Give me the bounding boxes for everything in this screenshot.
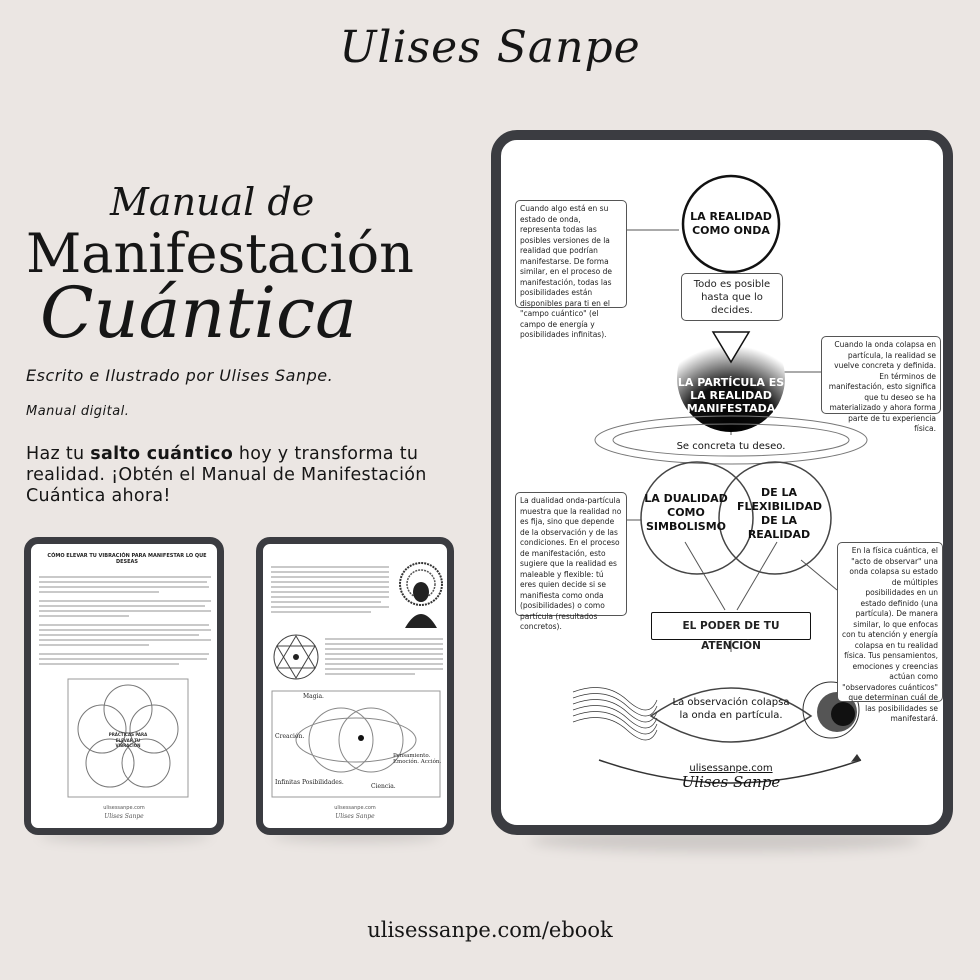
- title-line-3: Cuántica: [40, 272, 357, 354]
- attention-box: EL PODER DE TU ATENCIÓN: [651, 612, 811, 640]
- title-line-2: Manifestación: [26, 222, 414, 285]
- ellipse-label: Se concreta tu deseo.: [676, 441, 786, 452]
- format-label: Manual digital.: [26, 404, 130, 419]
- tablet-page-right: [491, 130, 953, 835]
- tablet-page-middle: [256, 537, 454, 835]
- orbit-label-science: Ciencia.: [371, 783, 396, 790]
- cta-after: hoy y transforma tu realidad. ¡Obtén el Manual de Manifestación Cuántica ahora!: [26, 444, 427, 506]
- eye-label: La observación colapsa la onda en partícula.: [672, 697, 790, 721]
- figure-illustration: [397, 562, 445, 630]
- call-to-action: [26, 444, 446, 507]
- duality-circle-label: LA DUALIDAD COMO SIMBOLISMO: [644, 492, 728, 533]
- right-page-signature: Ulises Sanpe: [681, 773, 781, 791]
- title-line-1: Manual de: [110, 180, 315, 224]
- orbit-label-possibilities: Infinitas Posibilidades.: [275, 779, 344, 786]
- observer-description-box: En la física cuántica, el "acto de observar" una onda colapsa su estado de múltiples posibilidades en un estado definido (una partícula). De manera similar, lo que enfocas con tu atención y energía colapsa en tu realidad física. Tus pensamientos, emociones y creencias actúan como "observadores cuánticos" que determinan cuál de las posibilidades se manifestará.: [837, 542, 943, 702]
- brand-signature: Ulises Sanpe: [339, 22, 641, 73]
- cta-before: Haz tu: [26, 444, 91, 464]
- footer-url-link[interactable]: ulisessanpe.com/ebook: [367, 918, 613, 942]
- orbit-label-thought: Pensamiento. Emoción. Acción.: [393, 753, 442, 765]
- right-page-footer-url: ulisessanpe.com: [689, 763, 773, 774]
- page-footer: ulisessanpe.com: [103, 805, 145, 811]
- geometry-icon: [271, 632, 321, 682]
- page-signature: Ulises Sanpe: [104, 813, 144, 820]
- possible-box: Todo es posible hasta que lo decides.: [681, 273, 783, 321]
- tablet-page-left: [24, 537, 224, 835]
- orbit-label-creation: Creación.: [275, 733, 305, 740]
- duality-description-box: La dualidad onda-partícula muestra que la realidad no es fija, sino que depende de la observación y de las condiciones. En el proceso de manifestación, esto sugiere que la realidad es maleable y flexible: tú eres quien decide si se manifiesta como onda (posibilidades) o como partícula (resultados concretos).: [515, 492, 627, 616]
- author-byline: Escrito e Ilustrado por Ulises Sanpe.: [26, 366, 334, 385]
- collapse-description-box: Cuando la onda colapsa en partícula, la realidad se vuelve concreta y definida. En términos de manifestación, esto significa que tu deseo se ha materializado y ahora forma parte de tu experiencia física.: [821, 336, 941, 414]
- diagram-center-label: PRÁCTICAS PARA ELEVAR TU VIBRACIÓN: [108, 732, 148, 748]
- wave-circle-label: LA REALIDAD COMO ONDA: [690, 210, 772, 237]
- particle-circle-label: LA PARTÍCULA ES LA REALIDAD MANIFESTADA: [677, 376, 785, 415]
- orbit-label-magic: Magia.: [303, 693, 324, 700]
- page-signature: Ulises Sanpe: [335, 813, 375, 820]
- wave-description-box: Cuando algo está en su estado de onda, representa todas las posibles versiones de la realidad que podrían manifestarse. De forma similar, en el proceso de manifestación, todas las posibilidades están disponibles para ti en el "campo cuántico" (el campo de energía y posibilidades infinitas).: [515, 200, 627, 308]
- flexibility-circle-label: DE LA FLEXIBILIDAD DE LA REALIDAD: [737, 486, 822, 541]
- cta-bold: salto cuántico: [90, 444, 234, 464]
- page-heading: CÓMO ELEVAR TU VIBRACIÓN PARA MANIFESTAR LO QUE DESEAS: [47, 553, 207, 565]
- page-footer: ulisessanpe.com: [334, 805, 376, 811]
